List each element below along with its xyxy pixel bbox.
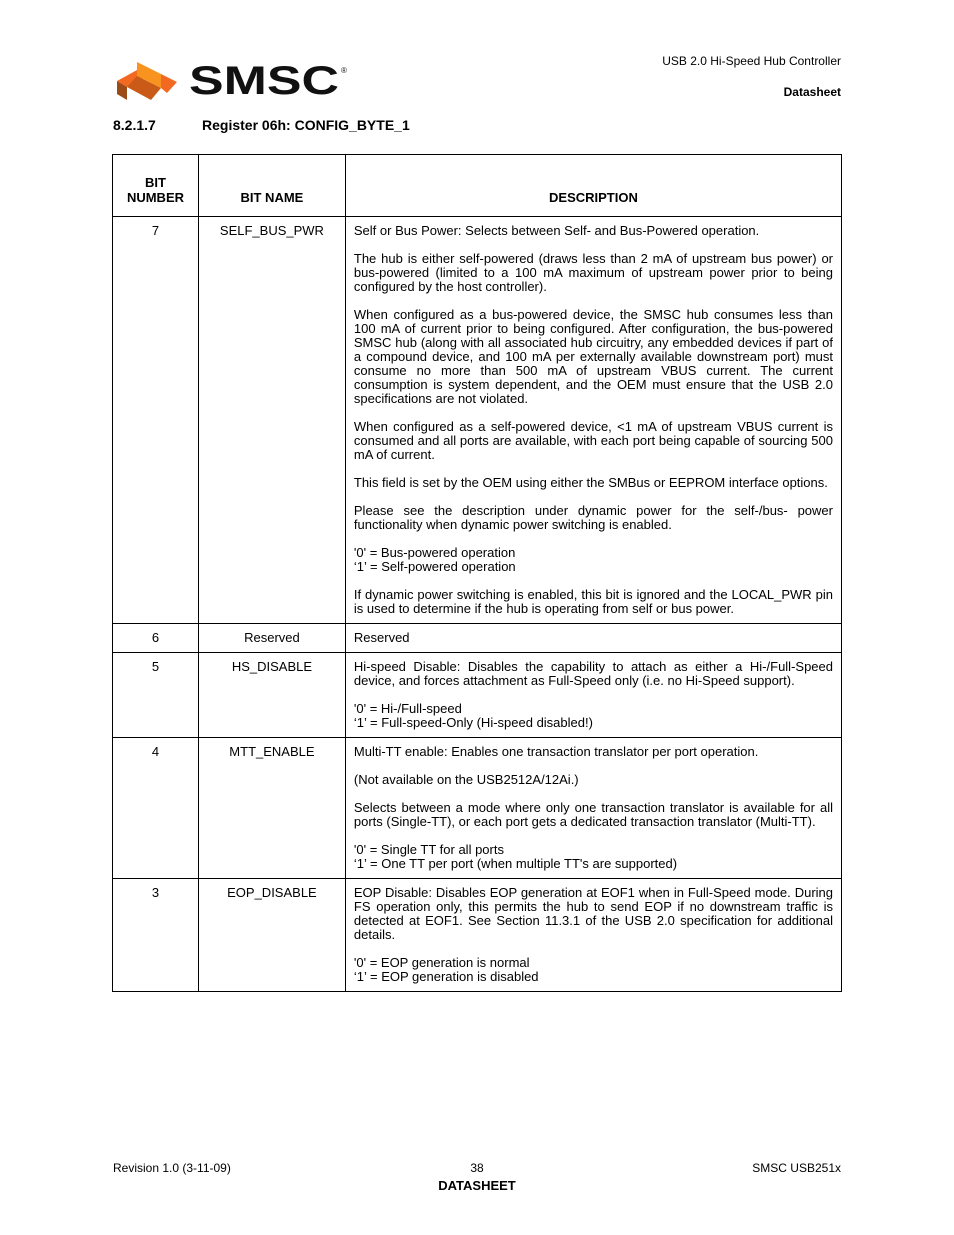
bit-number-cell: 4 xyxy=(113,738,199,879)
description-line: '0' = EOP generation is normal xyxy=(353,955,530,970)
table-header-row xyxy=(113,155,842,217)
description-paragraph: Please see the description under dynamic power for the self-/bus- power functionality when dynamic power switching is enabled. xyxy=(353,503,833,532)
table-row xyxy=(113,217,842,624)
table-row xyxy=(113,738,842,879)
description-line: ‘1’ = One TT per port (when multiple TT's are supported) xyxy=(353,856,678,871)
bit-number-cell: 7 xyxy=(113,217,199,624)
footer-revision: Revision 1.0 (3-11-09) xyxy=(113,1161,231,1175)
description-line: '0' = Bus-powered operation xyxy=(353,545,516,560)
section-title: Register 06h: CONFIG_BYTE_1 xyxy=(202,117,410,133)
description-paragraph: Self or Bus Power: Selects between Self- and Bus-Powered operation. xyxy=(353,223,760,238)
description-line: ‘1’ = EOP generation is disabled xyxy=(353,969,539,984)
bit-name-cell: MTT_ENABLE xyxy=(198,738,345,879)
description-paragraph xyxy=(354,546,833,574)
description-cell xyxy=(345,738,841,879)
description-paragraph: EOP Disable: Disables EOP generation at EOF1 when in Full-Speed mode. During FS operation only, this permits the hub to send EOP if no downstream traffic is detected at EOF1. See Section 11.3.1 of the USB 2.0 specification for additional details. xyxy=(353,885,833,942)
document-subtitle: Datasheet xyxy=(783,85,841,99)
description-paragraph: (Not available on the USB2512A/12Ai.) xyxy=(353,772,579,787)
description-paragraph: The hub is either self-powered (draws less than 2 mA of upstream bus power) or bus-powered (limited to a 100 mA maximum of upstream power prior to being configured by the host controller). xyxy=(353,251,833,294)
description-line: '0' = Hi-/Full-speed xyxy=(353,701,462,716)
description-paragraph xyxy=(354,702,833,730)
smsc-logo xyxy=(117,60,352,104)
bit-name-cell: SELF_BUS_PWR xyxy=(198,217,345,624)
section-heading xyxy=(113,117,410,133)
description-paragraph: Hi-speed Disable: Disables the capability to attach as either a Hi-/Full-Speed device, and forces attachment as Full-Speed only (i.e. no Hi-Speed support). xyxy=(353,659,833,688)
document-title: USB 2.0 Hi-Speed Hub Controller xyxy=(662,54,841,68)
header-description: DESCRIPTION xyxy=(345,155,841,217)
header-bit-name: BIT NAME xyxy=(198,155,345,217)
bit-name-cell: EOP_DISABLE xyxy=(198,879,345,992)
description-paragraph: When configured as a bus-powered device, the SMSC hub consumes less than 100 mA of current prior to being configured. After configuration, the bus-powered SMSC hub (along with all associated hub circuitry, any embedded devices if part of a compound device, and 100 mA per externally available downstream port) must consume no more than 500 mA of upstream VBUS current. The current consumption is system dependent, and the OEM must ensure that the USB 2.0 specifications are not violated. xyxy=(353,307,833,406)
table-row xyxy=(113,653,842,738)
description-paragraph: If dynamic power switching is enabled, this bit is ignored and the LOCAL_PWR pin is used to determine if the hub is operating from self or bus power. xyxy=(353,587,833,616)
description-paragraph xyxy=(354,843,833,871)
table-body xyxy=(113,217,842,992)
description-paragraph: This field is set by the OEM using either the SMBus or EEPROM interface options. xyxy=(353,475,828,490)
description-line: ‘1’ = Self-powered operation xyxy=(353,559,516,574)
description-cell xyxy=(345,217,841,624)
description-line: ‘1’ = Full-speed-Only (Hi-speed disabled!) xyxy=(353,715,593,730)
bit-number-cell: 3 xyxy=(113,879,199,992)
description-paragraph: Multi-TT enable: Enables one transaction translator per port operation. xyxy=(353,744,759,759)
description-cell xyxy=(345,624,841,653)
description-line: '0' = Single TT for all ports xyxy=(353,842,504,857)
smsc-logo-graphic xyxy=(117,60,352,104)
bit-name-cell: Reserved xyxy=(198,624,345,653)
footer-page-number: 38 xyxy=(470,1161,484,1175)
register-table xyxy=(112,154,842,992)
svg-text:®: ® xyxy=(341,66,347,75)
description-cell xyxy=(345,879,841,992)
description-paragraph: Selects between a mode where only one transaction translator is available for all ports (Single-TT), or each port gets a dedicated transaction translator (Multi-TT). xyxy=(353,800,833,829)
description-paragraph: When configured as a self-powered device, <1 mA of upstream VBUS current is consumed and all ports are available, with each port being capable of sourcing 500 mA of current. xyxy=(353,419,833,462)
description-paragraph xyxy=(354,956,833,984)
header-bit-number: BIT NUMBER xyxy=(113,155,199,217)
bit-number-cell: 5 xyxy=(113,653,199,738)
table-row xyxy=(113,879,842,992)
table-row xyxy=(113,624,842,653)
section-number: 8.2.1.7 xyxy=(113,117,156,133)
footer-label: DATASHEET xyxy=(438,1178,516,1193)
footer-product: SMSC USB251x xyxy=(752,1161,841,1175)
bit-number-cell: 6 xyxy=(113,624,199,653)
bit-name-cell: HS_DISABLE xyxy=(198,653,345,738)
logo-wordmark: SMSC xyxy=(189,60,339,103)
description-paragraph: Reserved xyxy=(353,630,410,645)
description-cell xyxy=(345,653,841,738)
